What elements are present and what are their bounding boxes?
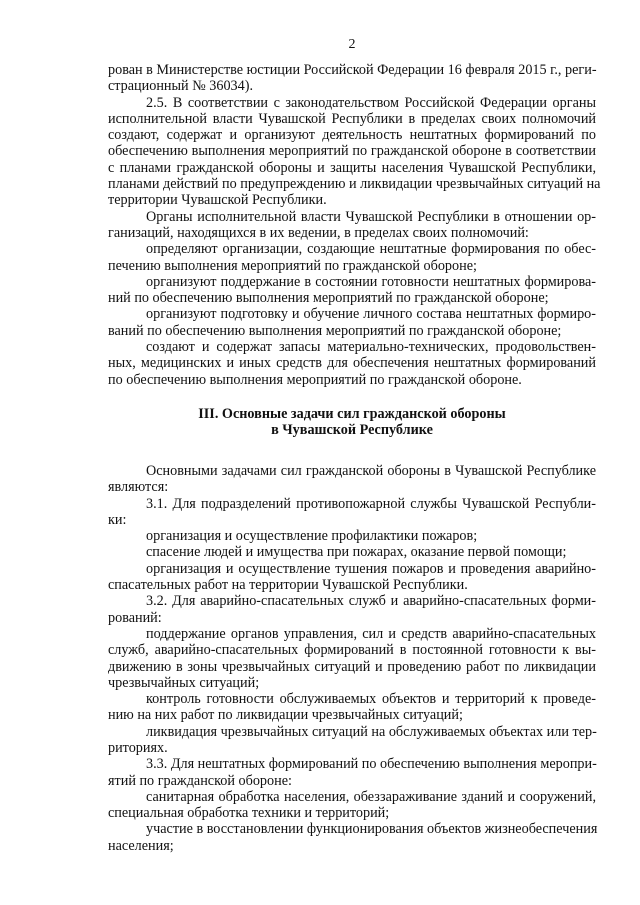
paragraph-line: ных, медицинских и иных средств для обеспечения нештатных формирований (108, 355, 596, 372)
page-number: 2 (348, 37, 356, 52)
paragraph-line: ликвидация чрезвычайных ситуаций на обслуживаемых объектах или тер- (146, 723, 597, 740)
paragraph-line: печению выполнения мероприятий по гражданской обороне; (108, 257, 477, 274)
paragraph-line: по обеспечению выполнения мероприятий по гражданской обороне. (108, 371, 522, 388)
paragraph-line: организация и осуществление профилактики пожаров; (146, 528, 478, 545)
paragraph-line: являются: (108, 479, 169, 496)
paragraph-line: контроль готовности обслуживаемых объектов и территорий к проведе- (146, 691, 596, 708)
paragraph (108, 756, 596, 789)
paragraph (108, 94, 601, 209)
paragraph (108, 789, 596, 822)
paragraph (108, 496, 596, 529)
paragraph (108, 62, 596, 95)
paragraph (108, 821, 596, 854)
paragraph (108, 274, 596, 307)
paragraph-line: создают и содержат запасы материально-технических, продовольствен- (146, 339, 596, 356)
paragraph (108, 626, 596, 691)
paragraph-line: создают, содержат и организуют деятельность нештатных формирований по (108, 127, 596, 144)
section-heading (108, 406, 596, 439)
paragraph-line: риториях. (108, 739, 168, 756)
paragraph-line: участие в восстановлении функционирования объектов жизнеобеспечения (146, 821, 598, 838)
paragraph-line: ваний по обеспечению выполнения мероприятий по гражданской обороне; (108, 322, 562, 339)
paragraph-line: Основными задачами сил гражданской обороны в Чувашской Республике (146, 462, 596, 479)
paragraph (108, 306, 596, 339)
paragraph-line: населения; (108, 837, 174, 854)
paragraph-line: специальная обработка техники и территорий; (108, 805, 390, 822)
paragraph-line: исполнительной власти Чувашской Республики в пределах своих полномочий (108, 110, 596, 127)
paragraph-line: санитарная обработка населения, обеззараживание зданий и сооружений, (146, 788, 596, 805)
paragraph-line: определяют организации, создающие нештатные формирования по обес- (146, 241, 596, 258)
paragraph-line: 3.3. Для нештатных формирований по обеспечению выполнения меропри- (146, 756, 597, 773)
paragraph (108, 593, 596, 626)
paragraph (108, 241, 596, 274)
paragraph-line: движению в зоны чрезвычайных ситуаций и проведению работ по ликвидации (108, 658, 596, 675)
paragraph-line: организация и осуществление тушения пожаров и проведения аварийно- (146, 560, 596, 577)
paragraph-line: поддержание органов управления, сил и средств аварийно-спасательных (146, 625, 596, 642)
paragraphs-before-heading (108, 62, 601, 388)
paragraph-line: рований: (108, 609, 162, 626)
paragraphs-after-heading (108, 463, 596, 854)
paragraph (108, 463, 596, 496)
paragraph-line: организуют поддержание в состоянии готовности нештатных формирова- (146, 273, 596, 290)
paragraph-line: ки: (108, 511, 127, 528)
paragraph-line: Органы исполнительной власти Чувашской Республики в отношении ор- (146, 208, 596, 225)
paragraph (108, 544, 596, 560)
spacer (108, 439, 596, 463)
paragraph-line: 2.5. В соответствии с законодательством Российской Федерации органы (146, 94, 596, 111)
paragraph-line: 3.2. Для аварийно-спасательных служб и аварийно-спасательных форми- (146, 593, 596, 610)
paragraph-line: планами действий по предупреждению и ликвидации чрезвычайных ситуаций на (108, 176, 601, 193)
section-heading-line-2: в Чувашской Республике (271, 422, 433, 439)
paragraph-line: территории Чувашской Республики. (108, 192, 327, 209)
paragraph-line: рован в Министерстве юстиции Российской Федерации 16 февраля 2015 г., реги- (108, 62, 597, 78)
paragraph (108, 339, 596, 388)
paragraph-line: ний по обеспечению выполнения мероприятий по гражданской обороне; (108, 290, 549, 307)
paragraph-line: чрезвычайных ситуаций; (108, 674, 260, 691)
paragraph-line: ганизаций, находящихся в их ведении, в пределах своих полномочий: (108, 224, 529, 241)
section-heading-line-1: III. Основные задачи сил гражданской обороны (198, 405, 506, 422)
paragraph-line: спасение людей и имущества при пожарах, оказание первой помощи; (146, 544, 567, 561)
paragraph-line: служб, аварийно-спасательных формирований в постоянной готовности к вы- (108, 642, 596, 659)
paragraph (108, 209, 596, 242)
paragraph (108, 691, 596, 724)
paragraph-line: организуют подготовку и обучение личного состава нештатных формиро- (146, 306, 596, 323)
document-body (108, 62, 601, 854)
paragraph-line: с планами гражданской обороны и защиты населения Чувашской Республики, (108, 159, 596, 176)
paragraph-line: обеспечению выполнения мероприятий по гражданской обороне в соответствии (108, 143, 596, 160)
paragraph-line: 3.1. Для подразделений противопожарной службы Чувашской Республи- (146, 495, 596, 512)
paragraph-line: страционный № 36034). (108, 78, 254, 95)
paragraph (108, 724, 596, 757)
paragraph-line: нию на них работ по ликвидации чрезвычайных ситуаций; (108, 707, 463, 724)
spacer (108, 388, 596, 406)
paragraph-line: спасательных работ на территории Чувашской Республики. (108, 577, 468, 594)
paragraph (108, 561, 596, 594)
paragraph (108, 528, 596, 544)
paragraph-line: ятий по гражданской обороне: (108, 772, 292, 789)
